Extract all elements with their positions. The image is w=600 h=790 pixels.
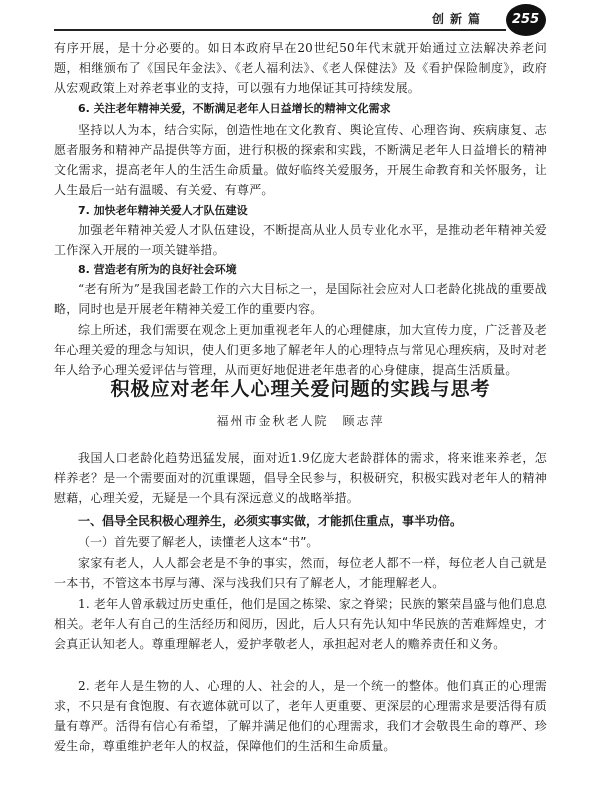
page-number-badge — [504, 0, 548, 38]
paragraph-know-elders: 家家有老人，人人都会老是不争的事实，然而，每位老人都不一样，每位老人自己就是一本书，不管这本书厚与薄、深与浅我们只有了解老人，才能理解老人。 — [54, 556, 547, 590]
article-byline: 福州市金秋老人院 顾志萍 — [216, 414, 385, 428]
section-label: 创新篇 — [432, 12, 487, 26]
paragraph-7: 加强老年精神关爱人才队伍建设，不断提高从业人员专业化水平，是推动老年精神关爱工作深入开展的一项关键举措。 — [54, 223, 547, 257]
section-heading-1: 一、倡导全民积极心理养生，必须实事实做，才能抓住重点，事半功倍。 — [78, 514, 463, 528]
heading-8: 8. 营造老有所为的良好社会环境 — [78, 263, 237, 276]
paragraph-6: 坚持以人为本，结合实际，创造性地在文化教育、舆论宣传、心理咨询、疾病康复、志愿者服务和精神产品提供等方面，进行积极的探索和实践，不断满足老年人日益增长的精神文化需求，提高老年人的生活生命质量。做好临终关爱服务，开展生命教育和关怀服务，让人生最后一站有温暖、有关爱、有尊严。 — [54, 123, 547, 197]
article-title: 积极应对老年人心理关爱问题的实践与思考 — [110, 378, 491, 400]
paragraph-history: 1. 老年人曾承载过历史重任，他们是国之栋梁、家之脊梁；民族的繁荣昌盛与他们息息相关。老年人有自己的生活经历和阅历，因此，后人只有先认知中华民族的苦难辉煌史，才会真正认知老人。尊重理解老人，爱护孝敬老人，承担起对老人的赡养责任和义务。 — [54, 597, 547, 651]
paragraph-8: “老有所为”是我国老龄工作的六大目标之一，是国际社会应对人口老龄化挑战的重要战略，同时也是开展老年精神关爱工作的重要内容。 — [54, 282, 547, 316]
heading-7: 7. 加快老年精神关爱人才队伍建设 — [78, 204, 248, 217]
page-number: 255 — [512, 12, 540, 27]
header-rule — [54, 29, 506, 31]
paragraph-legislation: 有序开展，是十分必要的。如日本政府早在20世纪50年代末就开始通过立法解决养老问题，相继颁布了《国民年金法》、《老人福利法》、《老人保健法》及《看护保险制度》，政府从宏观政策上对养老事业的支持，可以强有力地保证其可持续发展。 — [54, 41, 547, 95]
heading-6: 6. 关注老年精神关爱，不断满足老年人日益增长的精神文化需求 — [78, 102, 391, 115]
subsection-heading-1: （一）首先要了解老人，读懂老人这本“书”。 — [78, 535, 319, 549]
paragraph-summary: 综上所述，我们需要在观念上更加重视老年人的心理健康，加大宣传力度，广泛普及老年心理关爱的理念与知识，使人们更多地了解老年人的心理特点与常见心理疾病，及时对老年人给予心理关爱评估与管理，从而更好地促进老年患者的心身健康，提高生活质量。 — [54, 323, 547, 377]
paragraph-intro: 我国人口老龄化趋势迅猛发展，面对近1.9亿庞大老龄群体的需求，将来谁来养老，怎样养老？是一个需要面对的沉重课题，倡导全民参与，积极研究，积极实践对老年人的精神慰藉，心理关爱，无疑是一个具有深远意义的战略举措。 — [54, 451, 547, 505]
paragraph-needs: 2. 老年人是生物的人、心理的人、社会的人，是一个统一的整体。他们真正的心理需求，不只是有食饱腹、有衣遮体就可以了，老年人更重要、更深层的心理需求是要活得有质量有尊严。活得有信心有希望，了解并满足他们的心理需求，我们才会敬畏生命的尊严、珍爱生命，尊重维护老年人的权益，保障他们的生活和生命质量。 — [54, 679, 547, 753]
